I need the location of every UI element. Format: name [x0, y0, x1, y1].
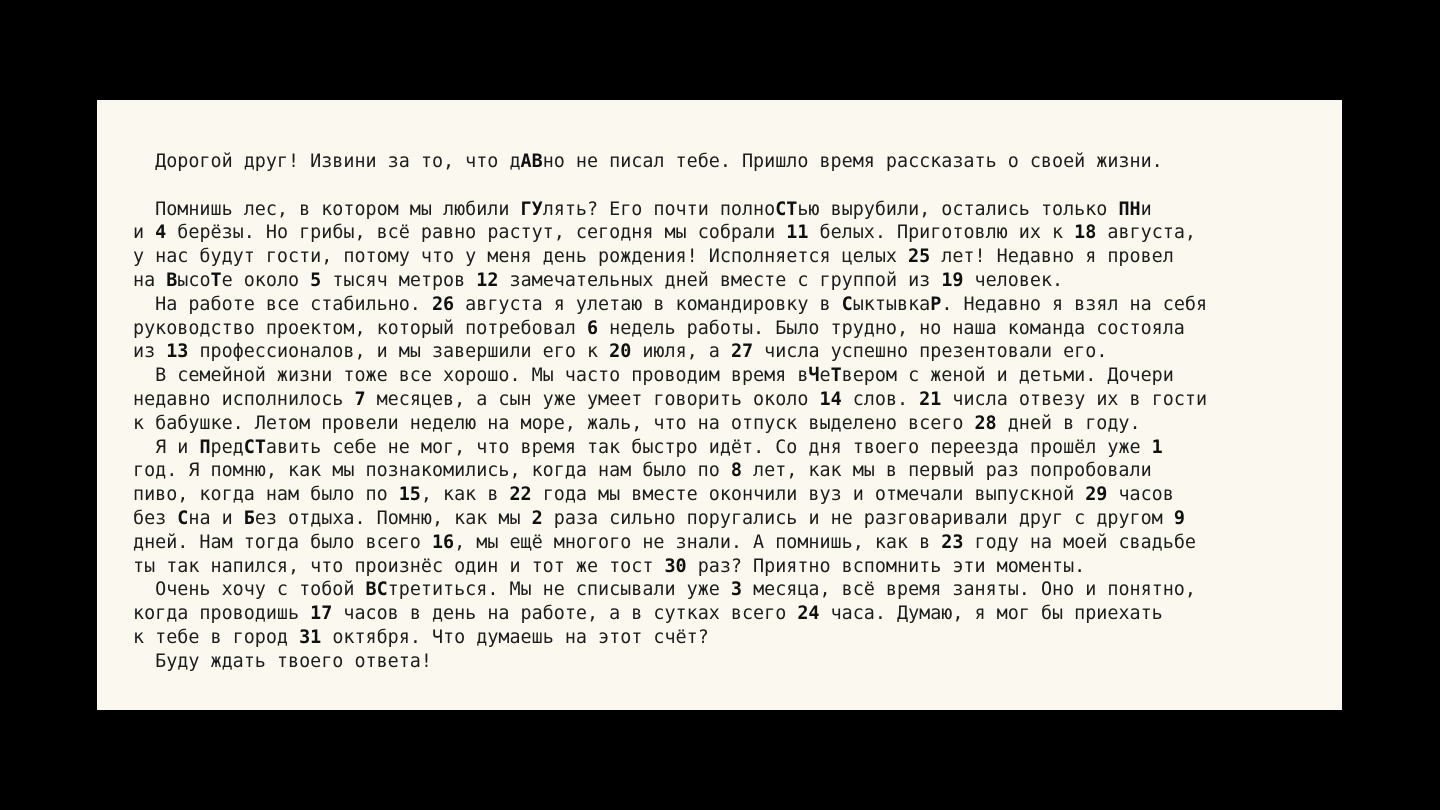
- letter-line: [133, 198, 1323, 222]
- text-fragment: когда проводишь: [133, 603, 311, 625]
- letter-line: [133, 293, 1323, 317]
- text-fragment: лять? Его почти полно: [542, 198, 776, 220]
- text-fragment: Я и: [133, 436, 200, 458]
- letter-line: [133, 364, 1323, 388]
- text-fragment: из: [133, 341, 167, 363]
- letter-line: [133, 340, 1323, 364]
- text-fragment: слов.: [841, 388, 920, 410]
- text-fragment: году на моей свадьбе: [963, 531, 1196, 553]
- text-fragment: ез отдыха. Помню, как мы: [254, 507, 532, 529]
- text-fragment: раз? Приятно вспомнить эти моменты.: [686, 555, 1086, 577]
- text-fragment: . Недавно я взял на себя: [941, 293, 1208, 315]
- letter-line: [133, 245, 1323, 269]
- letter-text: [133, 150, 1323, 674]
- bold-fragment: 5: [310, 269, 322, 291]
- bold-fragment: 13: [166, 341, 189, 363]
- bold-fragment: 20: [609, 341, 632, 363]
- text-fragment: августа я улетаю в командировку в: [454, 293, 842, 315]
- letter-line: [133, 626, 1323, 650]
- bold-fragment: 4: [155, 222, 167, 244]
- bold-fragment: 25: [908, 246, 931, 268]
- letter-line: [133, 578, 1323, 602]
- bold-fragment: 3: [730, 579, 742, 601]
- bold-fragment: 22: [509, 484, 532, 506]
- bold-fragment: 6: [586, 317, 599, 339]
- letter-line: [133, 221, 1323, 245]
- bold-fragment: СТ: [775, 198, 798, 220]
- text-fragment: года мы вместе окончили вуз и отмечали выпускной: [531, 484, 1086, 506]
- bold-fragment: 24: [797, 603, 820, 625]
- text-fragment: В семейной жизни тоже все хорошо. Мы часто проводим время в: [133, 365, 809, 387]
- bold-fragment: В: [166, 269, 178, 291]
- text-fragment: Буду ждать твоего ответа!: [133, 650, 432, 672]
- text-fragment: ью вырубили, остались только: [797, 198, 1119, 220]
- text-fragment: е около: [221, 269, 311, 291]
- text-fragment: лет! Недавно я провел: [930, 246, 1174, 268]
- letter-line: [133, 269, 1323, 293]
- text-fragment: на и: [188, 507, 244, 529]
- text-fragment: замечательных дней вместе с группой из: [498, 269, 942, 291]
- text-fragment: ысо: [177, 269, 211, 291]
- bold-fragment: Ч: [808, 365, 820, 387]
- text-fragment: , как в: [420, 484, 510, 506]
- bold-fragment: 7: [354, 388, 366, 410]
- text-fragment: октября. Что думаешь на этот счёт?: [321, 626, 709, 648]
- letter-line: [133, 650, 1323, 674]
- bold-fragment: 8: [730, 460, 742, 482]
- text-fragment: на: [133, 269, 167, 291]
- bold-fragment: 21: [919, 388, 942, 410]
- bold-fragment: 28: [974, 412, 997, 434]
- text-fragment: без: [133, 507, 178, 529]
- text-fragment: На работе все стабильно.: [133, 293, 432, 315]
- bold-fragment: ВС: [365, 579, 388, 601]
- bold-fragment: 26: [431, 293, 455, 315]
- letter-line: [133, 483, 1323, 507]
- text-fragment: белых. Приготовлю их к: [808, 222, 1075, 244]
- bold-fragment: 1: [1151, 436, 1163, 458]
- text-fragment: авить себе не мог, что время так быстро идёт. Со дня твоего переезда прошёл уже: [265, 436, 1152, 458]
- text-fragment: дней в году.: [996, 412, 1141, 434]
- text-fragment: месяца, всё время заняты. Оно и понятно,: [742, 579, 1196, 601]
- letter-line: [133, 150, 1323, 174]
- letter-line: [133, 412, 1323, 436]
- text-fragment: вером с женой и детьми. Дочери: [841, 365, 1174, 387]
- letter-line: [133, 602, 1323, 626]
- text-fragment: часов: [1107, 484, 1174, 506]
- text-fragment: , мы ещё многого не знали. А помнишь, как в: [454, 531, 942, 553]
- text-fragment: е: [819, 365, 831, 387]
- bold-fragment: ГУ: [520, 198, 543, 220]
- bold-fragment: 2: [531, 507, 543, 529]
- bold-fragment: 31: [299, 626, 322, 648]
- bold-fragment: 15: [398, 484, 421, 506]
- text-fragment: Дорогой друг! Извини за то, что д: [133, 151, 521, 172]
- text-fragment: тысяч метров: [321, 269, 477, 291]
- text-fragment: и: [1140, 198, 1152, 220]
- text-fragment: раза сильно поругались и не разговаривали друг с другом: [542, 507, 1174, 529]
- text-fragment: и: [133, 222, 156, 244]
- bold-fragment: 14: [819, 388, 842, 410]
- text-fragment: ред: [210, 436, 244, 458]
- letter-line: [133, 459, 1323, 483]
- text-fragment: часов в день на работе, а в сутках всего: [332, 603, 798, 625]
- bold-fragment: 12: [476, 269, 499, 291]
- bold-fragment: ПН: [1118, 198, 1141, 220]
- bold-fragment: С: [243, 436, 255, 458]
- text-fragment: пиво, когда нам было по: [133, 484, 399, 506]
- letter-paper: [97, 100, 1342, 710]
- bold-fragment: 29: [1085, 484, 1108, 506]
- letter-line: [133, 436, 1323, 460]
- text-fragment: августа,: [1096, 222, 1196, 244]
- bold-fragment: 17: [310, 603, 333, 625]
- text-fragment: июля, а: [631, 341, 731, 363]
- text-fragment: берёзы. Но грибы, всё равно растут, сегодня мы собрали: [166, 222, 787, 244]
- text-fragment: к бабушке. Летом провели неделю на море, жаль, что на отпуск выделено всего: [133, 412, 975, 434]
- bold-fragment: 9: [1173, 507, 1185, 529]
- bold-fragment: 16: [431, 531, 455, 553]
- letter-line: [133, 507, 1323, 531]
- letter-line: [133, 388, 1323, 412]
- text-fragment: лет, как мы в первый раз попробовали: [741, 460, 1152, 482]
- text-fragment: ты так напился, что произнёс один и тот же тост: [133, 555, 665, 577]
- bold-fragment: Т: [210, 269, 222, 291]
- bold-fragment: 19: [941, 269, 964, 291]
- bold-fragment: П: [199, 436, 211, 458]
- bold-fragment: С: [177, 507, 189, 529]
- letter-line: [133, 317, 1323, 341]
- text-fragment: дней. Нам тогда было всего: [133, 531, 432, 553]
- text-fragment: недавно исполнилось: [133, 388, 355, 410]
- text-fragment: профессионалов, и мы завершили его к: [188, 341, 610, 363]
- text-fragment: но не писал тебе. Пришло время рассказать о своей жизни.: [542, 151, 1163, 172]
- bold-fragment: 18: [1074, 222, 1097, 244]
- bold-fragment: 30: [664, 555, 687, 577]
- bold-fragment: АВ: [520, 151, 543, 172]
- text-fragment: месяцев, а сын уже умеет говорить около: [365, 388, 820, 410]
- text-fragment: человек.: [963, 269, 1064, 291]
- bold-fragment: С: [841, 293, 853, 315]
- letter-line: [133, 555, 1323, 579]
- text-fragment: руководство проектом, который потребовал: [133, 317, 587, 339]
- letter-line: [133, 531, 1323, 555]
- text-fragment: к тебе в город: [133, 626, 300, 648]
- bold-fragment: Т: [830, 365, 842, 387]
- text-fragment: Помнишь лес, в котором мы любили: [133, 198, 521, 220]
- text-fragment: третиться. Мы не списывали уже: [387, 579, 731, 601]
- bold-fragment: 27: [730, 341, 754, 363]
- bold-fragment: Р: [930, 293, 942, 315]
- text-fragment: числа отвезу их в гости: [941, 388, 1208, 410]
- text-fragment: год. Я помню, как мы познакомились, когда нам было по: [133, 460, 731, 482]
- text-fragment: у нас будут гости, потому что у меня день рождения! Исполняется целых: [133, 246, 909, 268]
- bold-fragment: Т: [254, 436, 266, 458]
- text-fragment: Очень хочу с тобой: [133, 579, 366, 601]
- bold-fragment: Б: [243, 507, 255, 529]
- text-fragment: числа успешно презентовали его.: [753, 341, 1108, 363]
- text-fragment: недель работы. Было трудно, но наша команда состояла: [598, 317, 1185, 339]
- text-fragment: часа. Думаю, я мог бы приехать: [819, 603, 1163, 625]
- text-fragment: ыктывка: [852, 293, 931, 315]
- bold-fragment: 23: [941, 531, 964, 553]
- blank-line: [133, 174, 1323, 198]
- bold-fragment: 11: [786, 222, 809, 244]
